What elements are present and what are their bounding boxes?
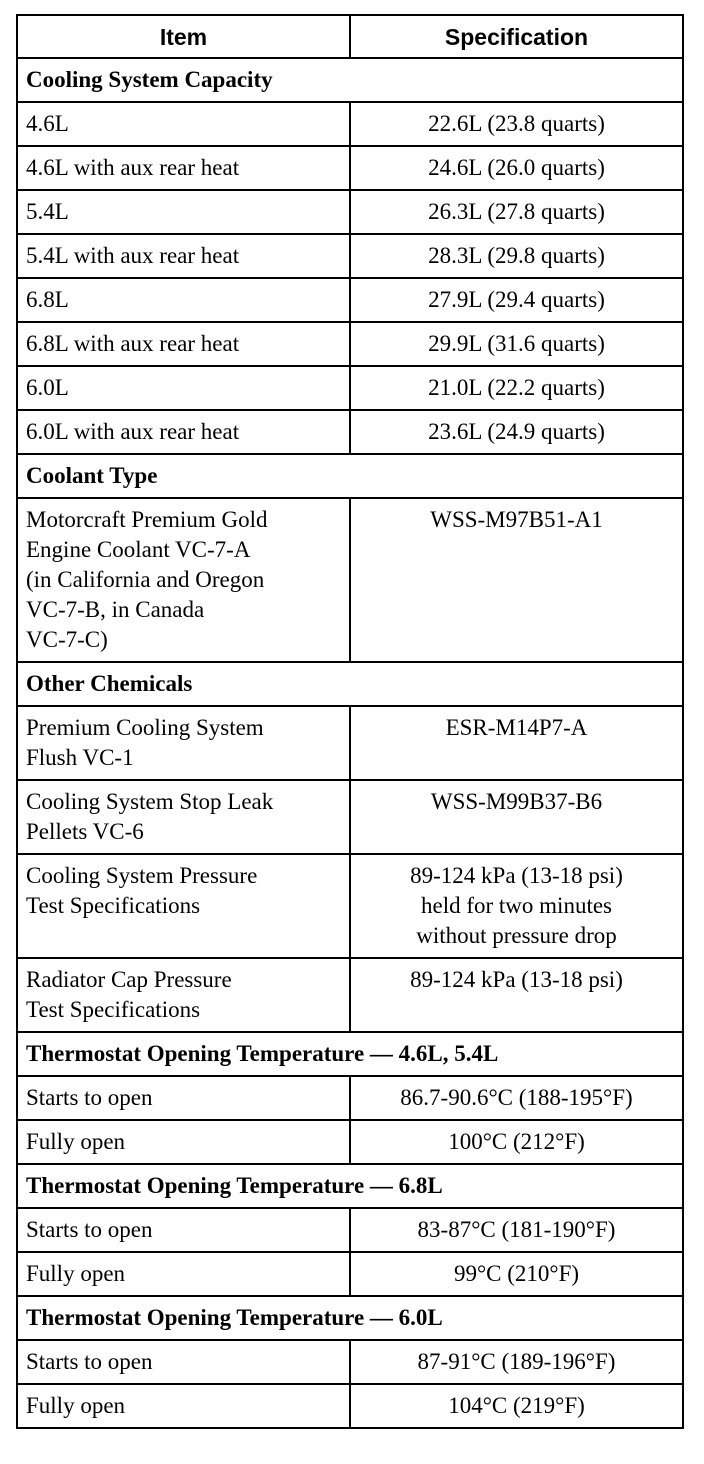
item-cell: 5.4L with aux rear heat <box>17 234 350 278</box>
item-line: Radiator Cap Pressure <box>26 967 232 992</box>
spec-cell: 27.9L (29.4 quarts) <box>350 278 683 322</box>
item-cell: 4.6L <box>17 102 350 146</box>
spec-cell: 104°C (219°F) <box>350 1384 683 1428</box>
section-title: Coolant Type <box>17 454 683 498</box>
item-line: Pellets VC-6 <box>26 819 144 844</box>
spec-cell: 99°C (210°F) <box>350 1252 683 1296</box>
spec-line: WSS-M99B37-B6 <box>430 789 603 814</box>
table-row <box>17 1384 683 1428</box>
item-cell: Fully open <box>17 1120 350 1164</box>
table-row <box>17 854 683 958</box>
item-cell: Starts to open <box>17 1340 350 1384</box>
section-title: Thermostat Opening Temperature — 6.8L <box>17 1164 683 1208</box>
specification-table <box>16 14 684 1429</box>
item-cell <box>17 706 350 780</box>
item-line: (in California and Oregon <box>26 567 265 592</box>
spec-cell <box>350 854 683 958</box>
item-line: Cooling System Pressure <box>26 863 258 888</box>
section-header-thermostat-6-0l <box>17 1296 683 1340</box>
table-row <box>17 780 683 854</box>
section-header-thermostat-6-8l <box>17 1164 683 1208</box>
section-title: Thermostat Opening Temperature — 4.6L, 5.4L <box>17 1032 683 1076</box>
spec-cell: 22.6L (23.8 quarts) <box>350 102 683 146</box>
spec-cell: 87-91°C (189-196°F) <box>350 1340 683 1384</box>
spec-cell <box>350 780 683 854</box>
table-row <box>17 1208 683 1252</box>
spec-line: 89-124 kPa (13-18 psi) <box>410 967 623 992</box>
spec-cell: 83-87°C (181-190°F) <box>350 1208 683 1252</box>
table-row <box>17 410 683 454</box>
table-row <box>17 322 683 366</box>
section-header-coolant-type <box>17 454 683 498</box>
item-line: Engine Coolant VC-7-A <box>26 537 251 562</box>
table-row <box>17 498 683 662</box>
item-line: Cooling System Stop Leak <box>26 789 274 814</box>
header-specification: Specification <box>350 15 683 58</box>
spec-cell: 28.3L (29.8 quarts) <box>350 234 683 278</box>
item-cell: 6.0L <box>17 366 350 410</box>
spec-cell <box>350 706 683 780</box>
item-line: Premium Cooling System <box>26 715 264 740</box>
spec-cell: 100°C (212°F) <box>350 1120 683 1164</box>
spec-line: without pressure drop <box>416 923 617 948</box>
item-line: VC-7-B, in Canada <box>26 597 205 622</box>
table-row <box>17 366 683 410</box>
table-row <box>17 1076 683 1120</box>
header-row <box>17 15 683 58</box>
section-title: Other Chemicals <box>17 662 683 706</box>
header-item: Item <box>17 15 350 58</box>
item-line: Flush VC-1 <box>26 745 134 770</box>
item-cell: 6.8L <box>17 278 350 322</box>
table-row <box>17 706 683 780</box>
spec-line: held for two minutes <box>421 893 612 918</box>
spec-cell: 26.3L (27.8 quarts) <box>350 190 683 234</box>
spec-cell: 23.6L (24.9 quarts) <box>350 410 683 454</box>
item-cell <box>17 498 350 662</box>
item-line: Motorcraft Premium Gold <box>26 507 268 532</box>
table-row <box>17 102 683 146</box>
spec-cell <box>350 958 683 1032</box>
section-title: Cooling System Capacity <box>17 58 683 102</box>
item-cell: 4.6L with aux rear heat <box>17 146 350 190</box>
table-row <box>17 190 683 234</box>
item-cell: 6.0L with aux rear heat <box>17 410 350 454</box>
section-header-cooling-capacity <box>17 58 683 102</box>
item-cell: Fully open <box>17 1252 350 1296</box>
spec-cell: 86.7-90.6°C (188-195°F) <box>350 1076 683 1120</box>
section-header-thermostat-4-6l-5-4l <box>17 1032 683 1076</box>
spec-cell: 29.9L (31.6 quarts) <box>350 322 683 366</box>
table-row <box>17 278 683 322</box>
table-row <box>17 1252 683 1296</box>
table-row <box>17 1120 683 1164</box>
item-line: Test Specifications <box>26 997 201 1022</box>
item-cell <box>17 780 350 854</box>
item-cell: Fully open <box>17 1384 350 1428</box>
spec-cell: WSS-M97B51-A1 <box>350 498 683 662</box>
table-row <box>17 1340 683 1384</box>
item-cell: Starts to open <box>17 1208 350 1252</box>
table-row <box>17 146 683 190</box>
section-header-other-chemicals <box>17 662 683 706</box>
spec-cell: 21.0L (22.2 quarts) <box>350 366 683 410</box>
section-title: Thermostat Opening Temperature — 6.0L <box>17 1296 683 1340</box>
item-line: VC-7-C) <box>26 627 108 652</box>
item-cell <box>17 854 350 958</box>
table-row <box>17 958 683 1032</box>
item-cell: 6.8L with aux rear heat <box>17 322 350 366</box>
item-cell: Starts to open <box>17 1076 350 1120</box>
item-cell: 5.4L <box>17 190 350 234</box>
item-line: Test Specifications <box>26 893 201 918</box>
spec-line: 89-124 kPa (13-18 psi) <box>410 863 623 888</box>
item-cell <box>17 958 350 1032</box>
spec-cell: 24.6L (26.0 quarts) <box>350 146 683 190</box>
spec-line: ESR-M14P7-A <box>445 715 588 740</box>
table-row <box>17 234 683 278</box>
